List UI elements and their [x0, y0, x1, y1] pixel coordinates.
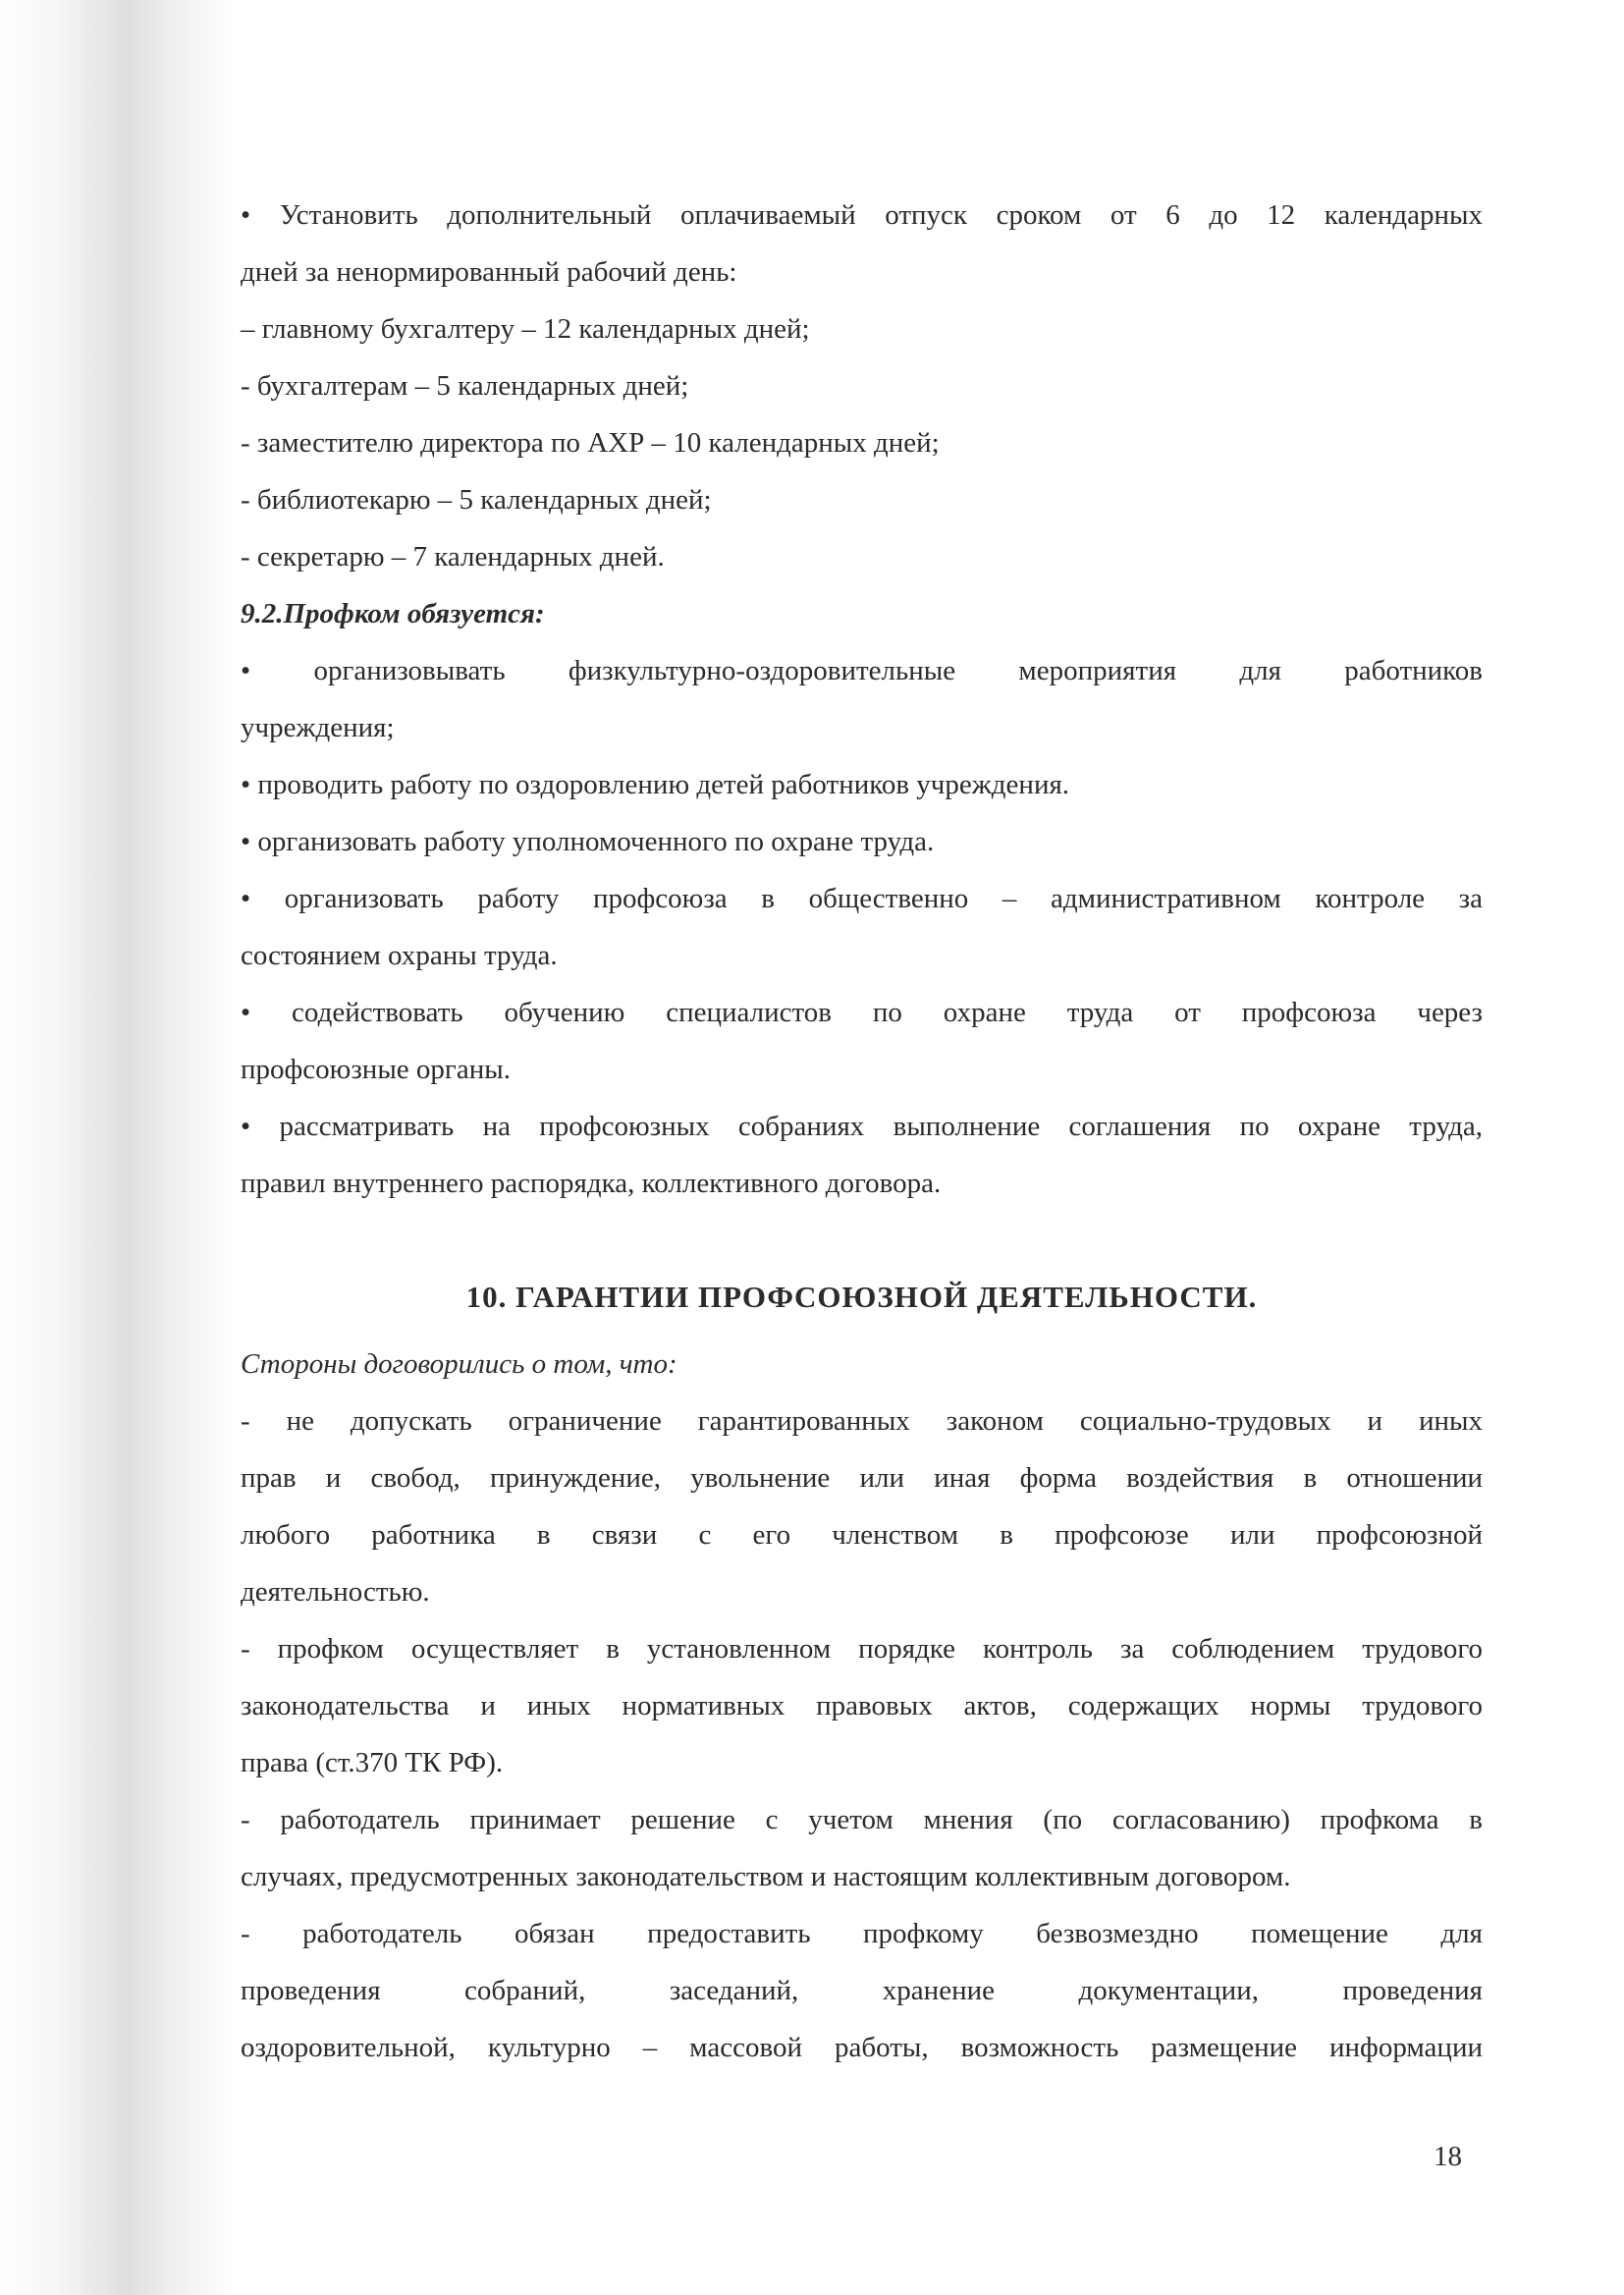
bullet-sports-line1: • организовывать физкультурно-оздоровительные мероприятия для работников: [241, 655, 1483, 686]
clause-2-line2: законодательства и иных нормативных правовых актов, содержащих нормы трудового: [241, 1690, 1483, 1721]
section-title-10: 10. ГАРАНТИИ ПРОФСОЮЗНОЙ ДЕЯТЕЛЬНОСТИ.: [465, 1280, 1258, 1314]
bullet-public-control-line2: состоянием охраны труда.: [241, 940, 558, 971]
subsection-heading-9-2: 9.2.Профком обязуется:: [241, 598, 545, 629]
clause-1-line4: деятельностью.: [241, 1576, 430, 1608]
clause-4-line3: оздоровительной, культурно – массовой работы, возможность размещение информации: [241, 2032, 1483, 2063]
list-item-accountants: - бухгалтерам – 5 календарных дней;: [241, 370, 689, 402]
list-item-chief-accountant: – главному бухгалтеру – 12 календарных дней;: [241, 313, 810, 345]
page-number: 18: [1434, 2141, 1462, 2172]
clause-2-line3: права (ст.370 ТК РФ).: [241, 1747, 504, 1778]
section-intro: Стороны договорились о том, что:: [241, 1348, 677, 1380]
clause-1-line2: прав и свобод, принуждение, увольнение или иная форма воздействия в отношении: [241, 1462, 1483, 1494]
bullet-public-control-line1: • организовать работу профсоюза в общественно – административном контроле за: [241, 883, 1483, 914]
bullet-training-line1: • содействовать обучению специалистов по охране труда от профсоюза через: [241, 997, 1483, 1028]
list-item-librarian: - библиотекарю – 5 календарных дней;: [241, 484, 712, 516]
paragraph-leave-intro-line1: • Установить дополнительный оплачиваемый отпуск сроком от 6 до 12 календарных: [241, 199, 1483, 231]
bullet-training-line2: профсоюзные органы.: [241, 1054, 511, 1085]
list-item-secretary: - секретарю – 7 календарных дней.: [241, 541, 665, 573]
bullet-meetings-line2: правил внутреннего распорядка, коллективного договора.: [241, 1168, 942, 1199]
bullet-safety-officer: • организовать работу уполномоченного по охране труда.: [241, 826, 935, 857]
paragraph-leave-intro-line2: дней за ненормированный рабочий день:: [241, 256, 737, 288]
clause-4-line2: проведения собраний, заседаний, хранение документации, проведения: [241, 1975, 1483, 2006]
clause-4-line1: - работодатель обязан предоставить профкому безвозмездно помещение для: [241, 1918, 1483, 1949]
document-page: [241, 187, 1483, 2076]
clause-3-line2: случаях, предусмотренных законодательством и настоящим коллективным договором.: [241, 1861, 1291, 1892]
bullet-meetings-line1: • рассматривать на профсоюзных собраниях выполнение соглашения по охране труда,: [241, 1111, 1483, 1142]
clause-1-line3: любого работника в связи с его членством в профсоюзе или профсоюзной: [241, 1519, 1483, 1551]
clause-1-line1: - не допускать ограничение гарантированных законом социально-трудовых и иных: [241, 1405, 1483, 1437]
scan-shadow: [0, 0, 236, 2295]
bullet-sports-line2: учреждения;: [241, 712, 395, 743]
clause-2-line1: - профком осуществляет в установленном порядке контроль за соблюдением трудового: [241, 1633, 1483, 1665]
bullet-children-health: • проводить работу по оздоровлению детей работников учреждения.: [241, 769, 1070, 800]
clause-3-line1: - работодатель принимает решение с учетом мнения (по согласованию) профкома в: [241, 1804, 1483, 1835]
list-item-deputy-director: - заместителю директора по АХР – 10 календарных дней;: [241, 427, 940, 459]
